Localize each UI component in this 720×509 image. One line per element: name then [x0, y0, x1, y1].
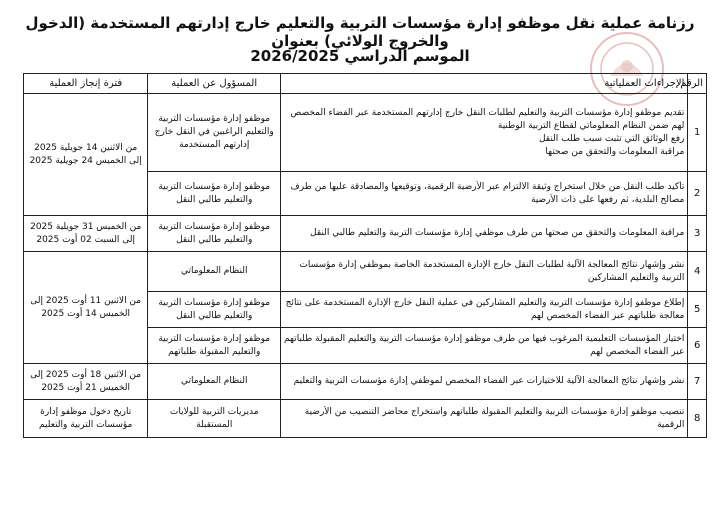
- table-row: [24, 400, 707, 438]
- procedure-line: مراقبة المعلومات والتحقق من صحتها: [545, 146, 685, 157]
- row-responsible: النظام المعلوماتي: [148, 252, 281, 292]
- row-responsible: موظفو إدارة مؤسسات التربية والتعليم المقبولة طلباتهم: [148, 328, 281, 364]
- procedure-line: التربية والتعليم المشاركين: [587, 272, 685, 283]
- document-title: رزنامة عملية نقل موظفو إدارة مؤسسات التربية والتعليم خارج إدارتهم المستخدمة (الدخول والخروج الولائي) بعنوان: [25, 14, 695, 50]
- procedure-line: لهم ضمن النظام المعلوماتي لقطاع التربية الوطنية: [497, 120, 685, 131]
- row-responsible: موظفو إدارة مؤسسات التربية والتعليم طالبي النقل: [148, 172, 281, 216]
- row-number: 5: [688, 292, 707, 328]
- header-period: فترة إنجاز العملية: [24, 74, 148, 94]
- header-responsible: المسؤول عن العملية: [148, 74, 281, 94]
- row-number: 2: [688, 172, 707, 216]
- row-responsible: موظفو إدارة مؤسسات التربية والتعليم طالبي النقل: [148, 292, 281, 328]
- school-year-subtitle: الموسم الدراسي 2026/2025: [250, 47, 470, 65]
- table-row: [24, 364, 707, 400]
- row-procedures: [281, 400, 688, 438]
- procedure-line: رفع الوثائق التي تثبت سبب طلب النقل: [538, 133, 685, 144]
- procedure-line: معالجة طلباتهم عبر الفضاء المخصص لهم: [530, 310, 685, 321]
- row-responsible: موظفو إدارة مؤسسات التربية والتعليم طالبي النقل: [148, 216, 281, 252]
- row-number: 1: [688, 94, 707, 172]
- row-number: 3: [688, 216, 707, 252]
- table-row: [24, 216, 707, 252]
- procedure-line: تقديم موظفو إدارة مؤسسات التربية والتعليم لطلبات النقل خارج إدارتهم المستخدمة عبر الفضاء المخصص: [290, 107, 685, 118]
- row-number: 8: [688, 400, 707, 438]
- procedure-line: عبر الفضاء المخصص لهم: [590, 346, 685, 357]
- row-procedures: [281, 94, 688, 172]
- row-number: 7: [688, 364, 707, 400]
- row-responsible: مديريات التربية للولايات المستقبلة: [148, 400, 281, 438]
- schedule-table: [23, 73, 707, 438]
- row-period: من الاثنين 18 أوت 2025 إلى الخميس 21 أوت 2025: [24, 364, 148, 400]
- row-period: تاريخ دخول موظفو إدارة مؤسسات التربية والتعليم: [24, 400, 148, 438]
- table-row: [24, 252, 707, 292]
- procedure-line: نشر وإشهار نتائج المعالجة الآلية للاختيارات عبر الفضاء المخصص لموظفي إدارة مؤسسات التربية والتعليم: [293, 376, 685, 386]
- row-responsible: النظام المعلوماتي: [148, 364, 281, 400]
- procedure-line: مراقبة المعلومات والتحقق من صحتها من طرف موظفي إدارة مؤسسات التربية والتعليم طالبي النقل: [310, 228, 685, 238]
- row-procedures: [281, 364, 688, 400]
- procedure-line: الرقمية: [657, 419, 685, 430]
- header-number: الرقم: [688, 74, 707, 94]
- procedure-line: تنصيب موظفو إدارة مؤسسات التربية والتعليم المقبولة طلباتهم واستخراج محاضر التنصيب من الأرضية: [304, 406, 685, 417]
- row-procedures: [281, 172, 688, 216]
- row-procedures: [281, 252, 688, 292]
- procedure-line: نشر وإشهار نتائج المعالجة الآلية لطلبات النقل خارج الإدارة المستخدمة الخاصة بموظفي إدارة مؤسسات: [299, 259, 685, 270]
- table-row: [24, 94, 707, 172]
- row-period: من الخميس 31 جويلية 2025 إلى السبت 02 أوت 2025: [24, 216, 148, 252]
- table-header-row: [24, 74, 707, 94]
- row-number: 4: [688, 252, 707, 292]
- row-procedures: [281, 216, 688, 252]
- row-number: 6: [688, 328, 707, 364]
- row-procedures: [281, 328, 688, 364]
- procedure-line: تأكيد طلب النقل من خلال استخراج وثيقة الالتزام عبر الأرضية الرقمية، وتوقيعها والمصادقة عليها من طرف: [290, 181, 685, 192]
- row-responsible: موظفو إدارة مؤسسات التربية والتعليم الراغبين في النقل خارج إدارتهم المستخدمة: [148, 94, 281, 172]
- procedure-line: اختيار المؤسسات التعليمية المرغوب فيها من طرف موظفو إدارة مؤسسات التربية والتعليم المقبولة طلباتهم: [284, 333, 685, 344]
- header-procedures: الإجراءات العملياتية: [281, 74, 688, 94]
- row-period: من الاثنين 11 أوت 2025 إلى الخميس 14 أوت 2025: [24, 252, 148, 364]
- procedure-line: إطلاع موظفو إدارة مؤسسات التربية والتعليم المشاركين في عملية النقل خارج الإدارة المستخدمة على نتائج: [285, 297, 685, 308]
- procedure-line: مصالح البلدية، ثم رفعها على ذات الأرضية: [531, 194, 685, 205]
- row-period: من الاثنين 14 جويلية 2025 إلى الخميس 24 جويلية 2025: [24, 94, 148, 216]
- row-procedures: [281, 292, 688, 328]
